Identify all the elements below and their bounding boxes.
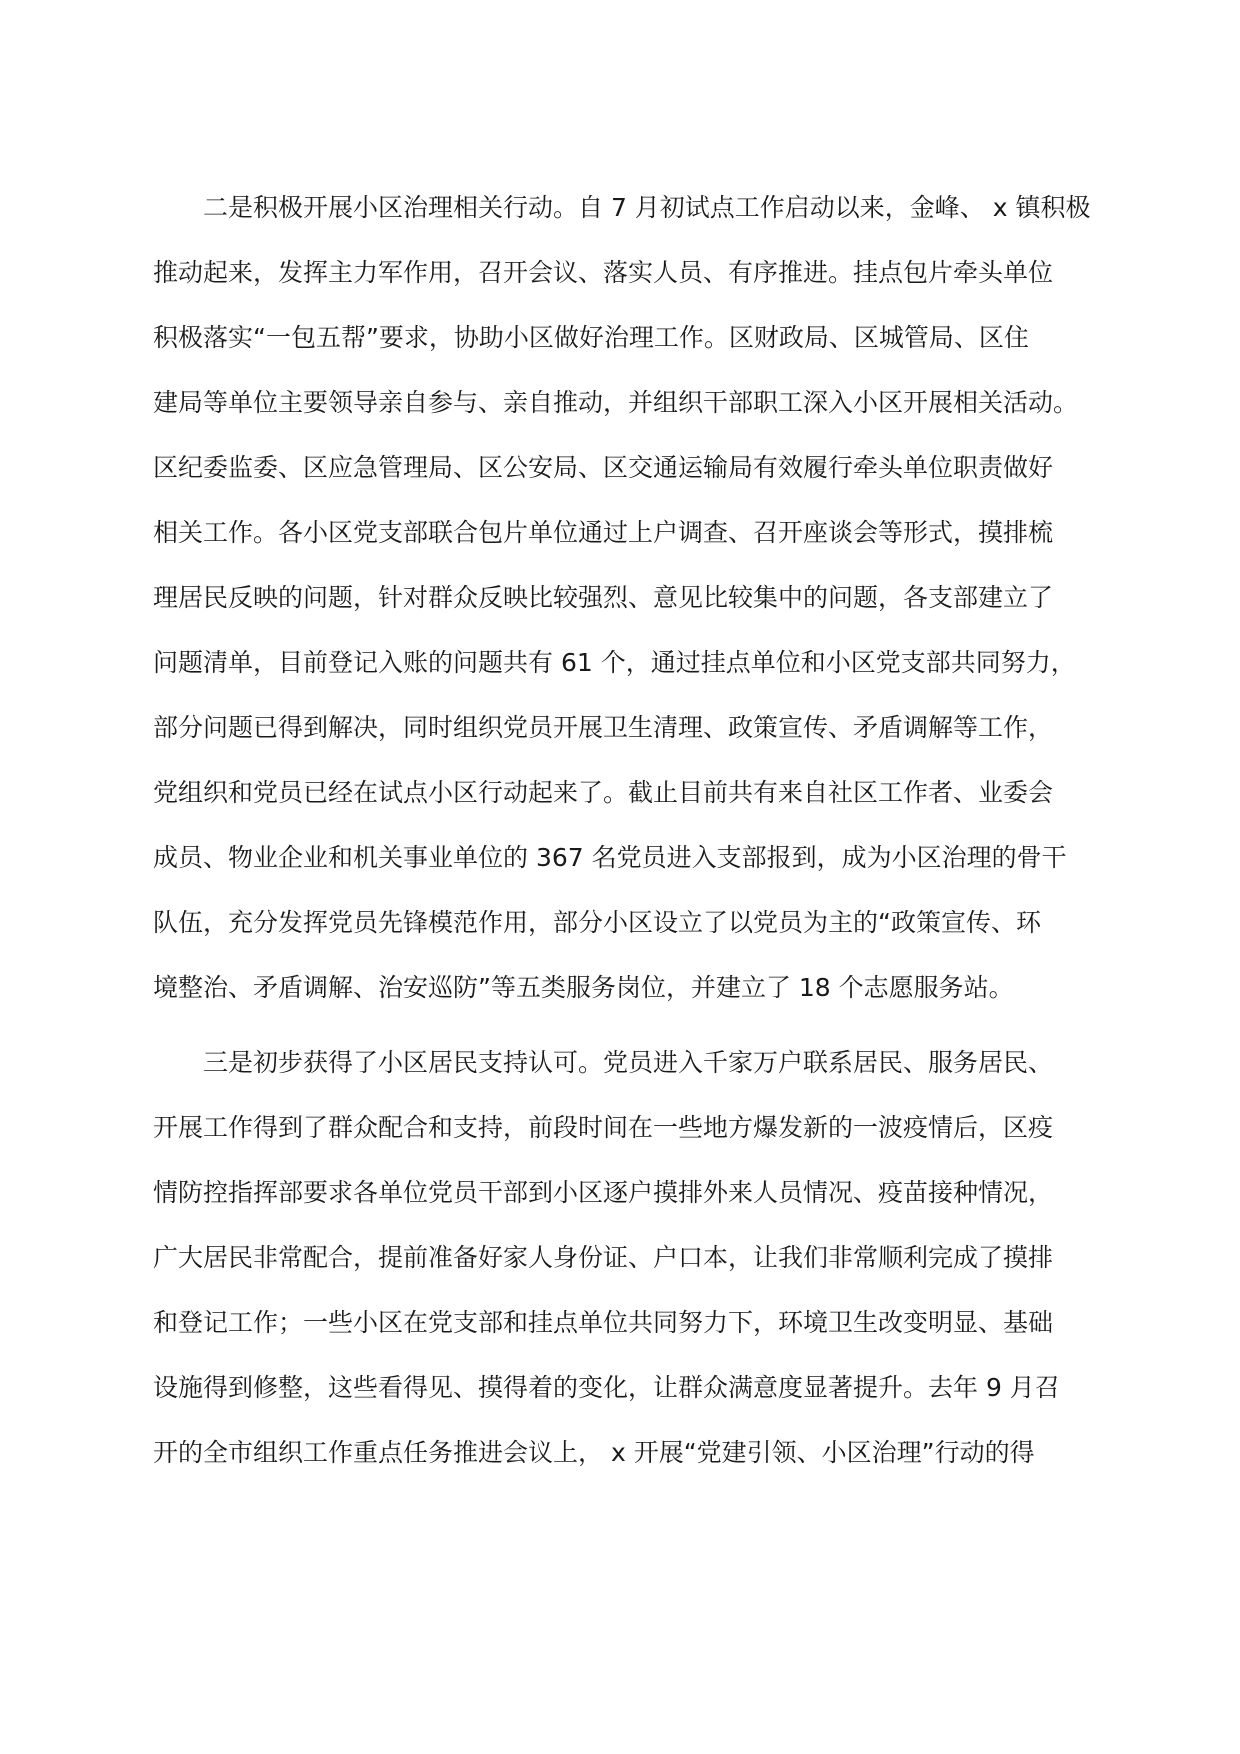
text-line: 情防控指挥部要求各单位党员干部到小区逐户摸排外来人员情况、疫苗接种情况，	[153, 1178, 1054, 1207]
text-line: 设施得到修整，这些看得见、摸得着的变化，让群众满意度显著提升。去年 9 月召	[153, 1373, 1060, 1402]
paragraph-community-governance-actions	[153, 190, 1093, 1035]
text-line: 三是初步获得了小区居民支持认可。党员进入千家万户联系居民、服务居民、	[203, 1048, 1054, 1077]
text-line: 区纪委监委、区应急管理局、区公安局、区交通运输局有效履行牵头单位职责做好	[153, 453, 1054, 482]
paragraph-resident-support	[153, 1045, 1093, 1500]
text-line: 推动起来，发挥主力军作用，召开会议、落实人员、有序推进。挂点包片牵头单位	[153, 258, 1054, 287]
text-line: 党组织和党员已经在试点小区行动起来了。截止目前共有来自社区工作者、业委会	[153, 778, 1054, 807]
text-line: 和登记工作；一些小区在党支部和挂点单位共同努力下，环境卫生改变明显、基础	[153, 1308, 1054, 1337]
text-line: 理居民反映的问题，针对群众反映比较强烈、意见比较集中的问题，各支部建立了	[153, 583, 1054, 612]
text-line: 广大居民非常配合，提前准备好家人身份证、户口本，让我们非常顺利完成了摸排	[153, 1243, 1054, 1272]
text-line: 队伍，充分发挥党员先锋模范作用，部分小区设立了以党员为主的“政策宣传、环	[153, 908, 1041, 937]
text-line: 相关工作。各小区党支部联合包片单位通过上户调查、召开座谈会等形式，摸排梳	[153, 518, 1054, 547]
text-line: 积极落实“一包五帮”要求，协助小区做好治理工作。区财政局、区城管局、区住	[153, 323, 1029, 352]
text-line: 成员、物业企业和机关事业单位的 367 名党员进入支部报到，成为小区治理的骨干	[153, 843, 1067, 872]
text-line: 开的全市组织工作重点任务推进会议上， x 开展“党建引领、小区治理”行动的得	[153, 1438, 1035, 1467]
text-line: 二是积极开展小区治理相关行动。自 7 月初试点工作启动以来，金峰、 x 镇积极	[203, 193, 1091, 222]
text-line: 建局等单位主要领导亲自参与、亲自推动，并组织干部职工深入小区开展相关活动。	[153, 388, 1079, 417]
text-line: 问题清单，目前登记入账的问题共有 61 个，通过挂点单位和小区党支部共同努力，	[153, 648, 1076, 677]
text-line: 境整治、矛盾调解、治安巡防”等五类服务岗位，并建立了 18 个志愿服务站。	[153, 973, 1014, 1002]
text-line: 部分问题已得到解决，同时组织党员开展卫生清理、政策宣传、矛盾调解等工作，	[153, 713, 1054, 742]
text-line: 开展工作得到了群众配合和支持，前段时间在一些地方爆发新的一波疫情后，区疫	[153, 1113, 1054, 1142]
